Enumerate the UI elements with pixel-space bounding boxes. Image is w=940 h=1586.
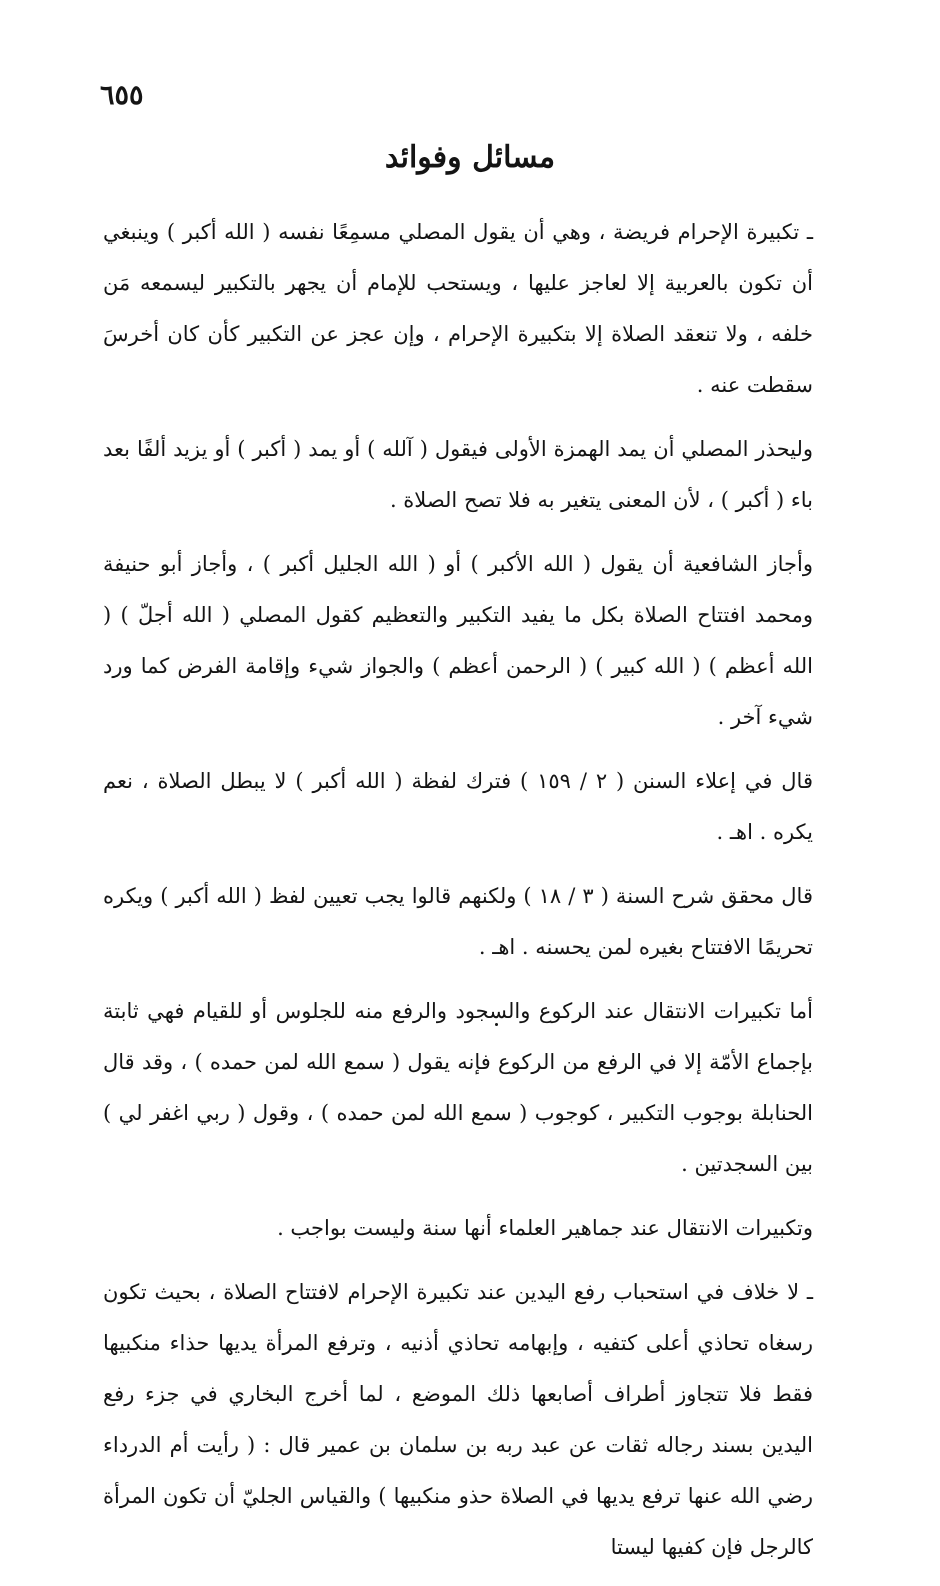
ink-dot	[495, 1023, 498, 1026]
paragraph-warning-elongation: وليحذر المصلي أن يمد الهمزة الأولى فيقول ( آلله ) أو يمد ( أكبر ) أو يزيد ألفًا بعد باء ( أكبر ) ، لأن المعنى يتغير به فلا تصح الصلاة .	[103, 437, 813, 512]
paragraph-transition-takbirs: أما تكبيرات الانتقال عند الركوع والسجود والرفع منه للجلوس أو للقيام فهي ثابتة بإجماع الأمّة إلا في الرفع من الركوع فإنه يقول ( سمع الله لمن حمده ) ، وقد قال الحنابلة بوجوب التكبير ، كوجوب ( سمع الله لمن حمده ) ، وقول ( ربي اغفر لي ) بين السجدتين .	[103, 999, 813, 1176]
page-body	[103, 207, 813, 1586]
paragraph-ilaa-al-sunan-quote: قال في إعلاء السنن ( ٢ / ١٥٩ ) فترك لفظة ( الله أكبر ) لا يبطل الصلاة ، نعم يكره . اهـ .	[103, 769, 813, 844]
paragraph-raising-hands: ـ لا خلاف في استحباب رفع اليدين عند تكبيرة الإحرام لافتتاح الصلاة ، بحيث تكون رسغاه تحاذي أعلى كتفيه ، وإبهامه تحاذي أذنيه ، وترفع المرأة يديها حذاء منكبيها فقط فلا تتجاوز أطراف أصابعها ذلك الموضع ، لما أخرج البخاري في جزء رفع اليدين بسند رجاله ثقات عن عبد ربه بن سلمان بن عمير قال : ( رأيت أم الدرداء رضي الله عنها ترفع يديها في الصلاة حذو منكبيها ) والقياس الجليّ أن تكون المرأة كالرجل فإن كفيها ليستا	[103, 1280, 813, 1559]
paragraph-takbirat-al-ihram: ـ تكبيرة الإحرام فريضة ، وهي أن يقول المصلي مسمِعًا نفسه ( الله أكبر ) وينبغي أن تكون بالعربية إلا لعاجز عليها ، ويستحب للإمام أن يجهر بالتكبير ليسمعه مَن خلفه ، ولا تنعقد الصلاة إلا بتكبيرة الإحرام ، وإن عجز عن التكبير كأن كان أخرسَ سقطت عنه .	[103, 220, 813, 397]
paragraph-majority-opinion: وتكبيرات الانتقال عند جماهير العلماء أنها سنة وليست بواجب .	[277, 1216, 813, 1240]
paragraph-sharh-al-sunnah-quote: قال محقق شرح السنة ( ٣ / ١٨ ) ولكنهم قالوا يجب تعيين لفظ ( الله أكبر ) ويكره تحريمًا الافتتاح بغيره لمن يحسنه . اهـ .	[103, 884, 813, 959]
page-number: ٦٥٥	[100, 80, 144, 111]
paragraph-shafii-hanafi-opinion: وأجاز الشافعية أن يقول ( الله الأكبر ) أو ( الله الجليل أكبر ) ، وأجاز أبو حنيفة ومحمد افتتاح الصلاة بكل ما يفيد التكبير والتعظيم كقول المصلي ( الله أجلّ ) ( الله أعظم ) ( الله كبير ) ( الرحمن أعظم ) والجواز شيء وإقامة الفرض كما ورد شيء آخر .	[103, 552, 813, 729]
page-title: مسائل وفوائد	[384, 140, 556, 175]
